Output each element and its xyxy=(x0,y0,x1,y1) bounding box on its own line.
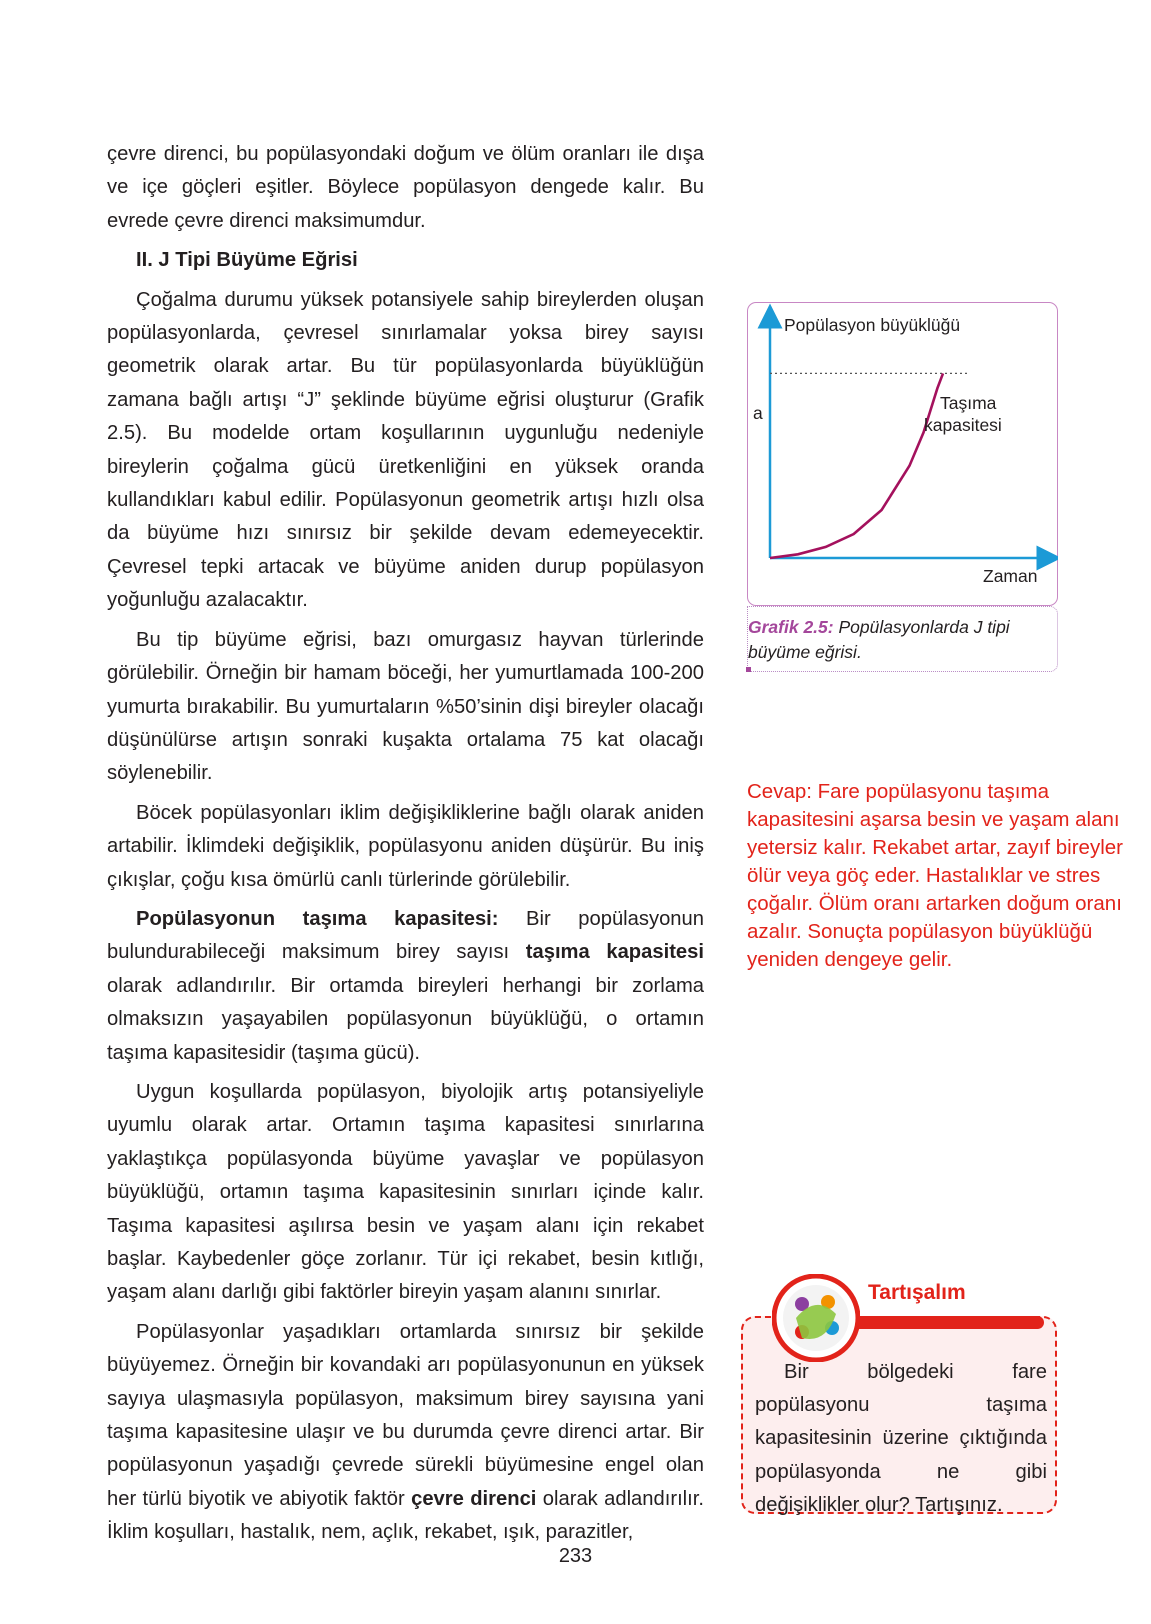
paragraph-carrying-capacity xyxy=(107,903,704,1070)
figure-caption-text: Popülasyonlarda J tipi büyüme eğrisi. xyxy=(748,617,1010,662)
x-axis-label: Zaman xyxy=(983,566,1038,586)
discussion-people-icon xyxy=(772,1274,860,1362)
caption-bullet xyxy=(746,667,751,672)
figure-caption-box xyxy=(747,606,1058,672)
page-number: 233 xyxy=(558,1545,593,1567)
term-bold: taşıma kapasitesi xyxy=(525,941,704,964)
annotation-line-1: Taşıma xyxy=(940,393,997,413)
paragraph: çevre direnci, bu popülasyondaki doğum ve ölüm oranları ile dışa ve içe göçleri eşitler. Böylece popülasyon dengede kalır. Bu evrede çevre direnci maksimumdur. xyxy=(107,143,704,232)
annotation-line-2: kapasitesi xyxy=(924,415,1002,435)
y-axis-label: Popülasyon büyüklüğü xyxy=(784,315,961,335)
j-growth-curve xyxy=(770,373,943,558)
term-carrying-capacity: Popülasyonun taşıma kapasitesi: xyxy=(136,907,499,930)
paragraph: Böcek popülasyonları iklim değişikliklerine bağlı olarak aniden artabilir. İklimdeki değişiklik, popülasyonu aniden düşürür. Bu iniş çıkışlar, çoğu kısa ömürlü canlı türlerinde görülebilir. xyxy=(107,801,704,891)
text-span: olarak adlandırılır. İklim koşulları, hastalık, nem, açlık, rekabet, ışık, parazitler, xyxy=(107,1487,704,1544)
answer-note: Cevap: Fare popülasyonu taşıma kapasitesini aşarsa besin ve yaşam alanı yetersiz kalır. Rekabet artar, zayıf bireyler ölür veya göç eder. Hastalıklar ve stres çoğalır. Ölüm oranı artarken doğum oranı azalır. Sonuçta popülasyon büyüklüğü yeniden dengeye gelir. xyxy=(747,780,1123,971)
figure-number: Grafik 2.5: xyxy=(748,617,834,637)
paragraph-environment-resistance xyxy=(107,1316,704,1550)
text-span: Popülasyonlar yaşadıkları ortamlarda sınırsız bir şekilde büyüyemez. Örneğin bir kovandaki arı popülasyonunun en yüksek sayıya ulaşmasıyla popülasyon, maksimum birey sayısına yani taşıma kapasitesine ulaşır ve bu durumda çevre direnci artar. Bir popülasyonun yaşadığı çevrede sürekli büyümesine engel olan her türlü biyotik ve abiyotik faktör xyxy=(107,1320,704,1510)
term-environment-resistance: çevre direnci xyxy=(411,1487,537,1510)
text-span: Bir popülasyonun bulundurabileceği maksimum birey sayısı xyxy=(107,907,704,964)
text-span: olarak adlandırılır. Bir ortamda bireyleri herhangi bir zorlama olmaksızın yaşayabilen popülasyonun büyüklüğü, o ortamın taşıma kapasitesidir (taşıma gücü). xyxy=(107,974,704,1064)
discussion-title: Tartışalım xyxy=(868,1281,966,1304)
paragraph: Bu tip büyüme eğrisi, bazı omurgasız hayvan türlerinde görülebilir. Örneğin bir hamam böceği, her yumurtlamada 100-200 yumurta bırakabilir. Bu yumurtaların %50’sinin dişi bireyler olacağı düşünülürse artışın sonraki kuşakta ortalama 75 kat olacağı söylenebilir. xyxy=(107,628,704,785)
main-text-column xyxy=(107,138,704,1556)
discussion-question: Bir bölgedeki fare popülasyonu taşıma kapasitesinin üzerine çıktığında popülasyonda ne gibi değişiklikler olur? Tartışınız. xyxy=(755,1361,1047,1516)
paragraph: Uygun koşullarda popülasyon, biyolojik artış potansiyeliyle uyumlu olarak artar. Ortamın taşıma kapasitesi sınırlarına yaklaştıkça popülasyonda büyüme yavaşlar ve popülasyon büyüklüğü, ortamın taşıma kapasitesinin sınırları içinde kalır. Taşıma kapasitesi aşılırsa besin ve yaşam alanı için rekabet başlar. Kaybedenler göçe zorlanır. Tür içi rekabet, besin kıtlığı, yaşam alanı darlığı gibi faktörler bireyin yaşam alanını sınırlar. xyxy=(107,1080,704,1304)
j-curve-chart xyxy=(747,302,1058,606)
y-marker-label: a xyxy=(753,403,763,423)
paragraph: Çoğalma durumu yüksek potansiyele sahip bireylerden oluşan popülasyonlarda, çevresel sınırlamalar yoksa birey sayısı geometrik olarak artar. Bu tür popülasyonlarda büyüklüğün zamana bağlı artışı “J” şeklinde büyüme eğrisi oluşturur (Grafik 2.5). Bu modelde ortam koşullarının uygunluğu nedeniyle bireylerin çoğalma gücü üretkenliğini en yüksek oranda kullandıkları kabul edilir. Popülasyonun geometrik artışı hızlı olsa da büyüme hızı sınırsız bir şekilde devam edemeyecektir. Çevresel tepki artacak ve büyüme aniden durup popülasyon yoğunluğu azalacaktır. xyxy=(107,288,704,612)
section-heading-j-curve: II. J Tipi Büyüme Eğrisi xyxy=(136,249,358,272)
figure-caption xyxy=(748,615,1057,665)
